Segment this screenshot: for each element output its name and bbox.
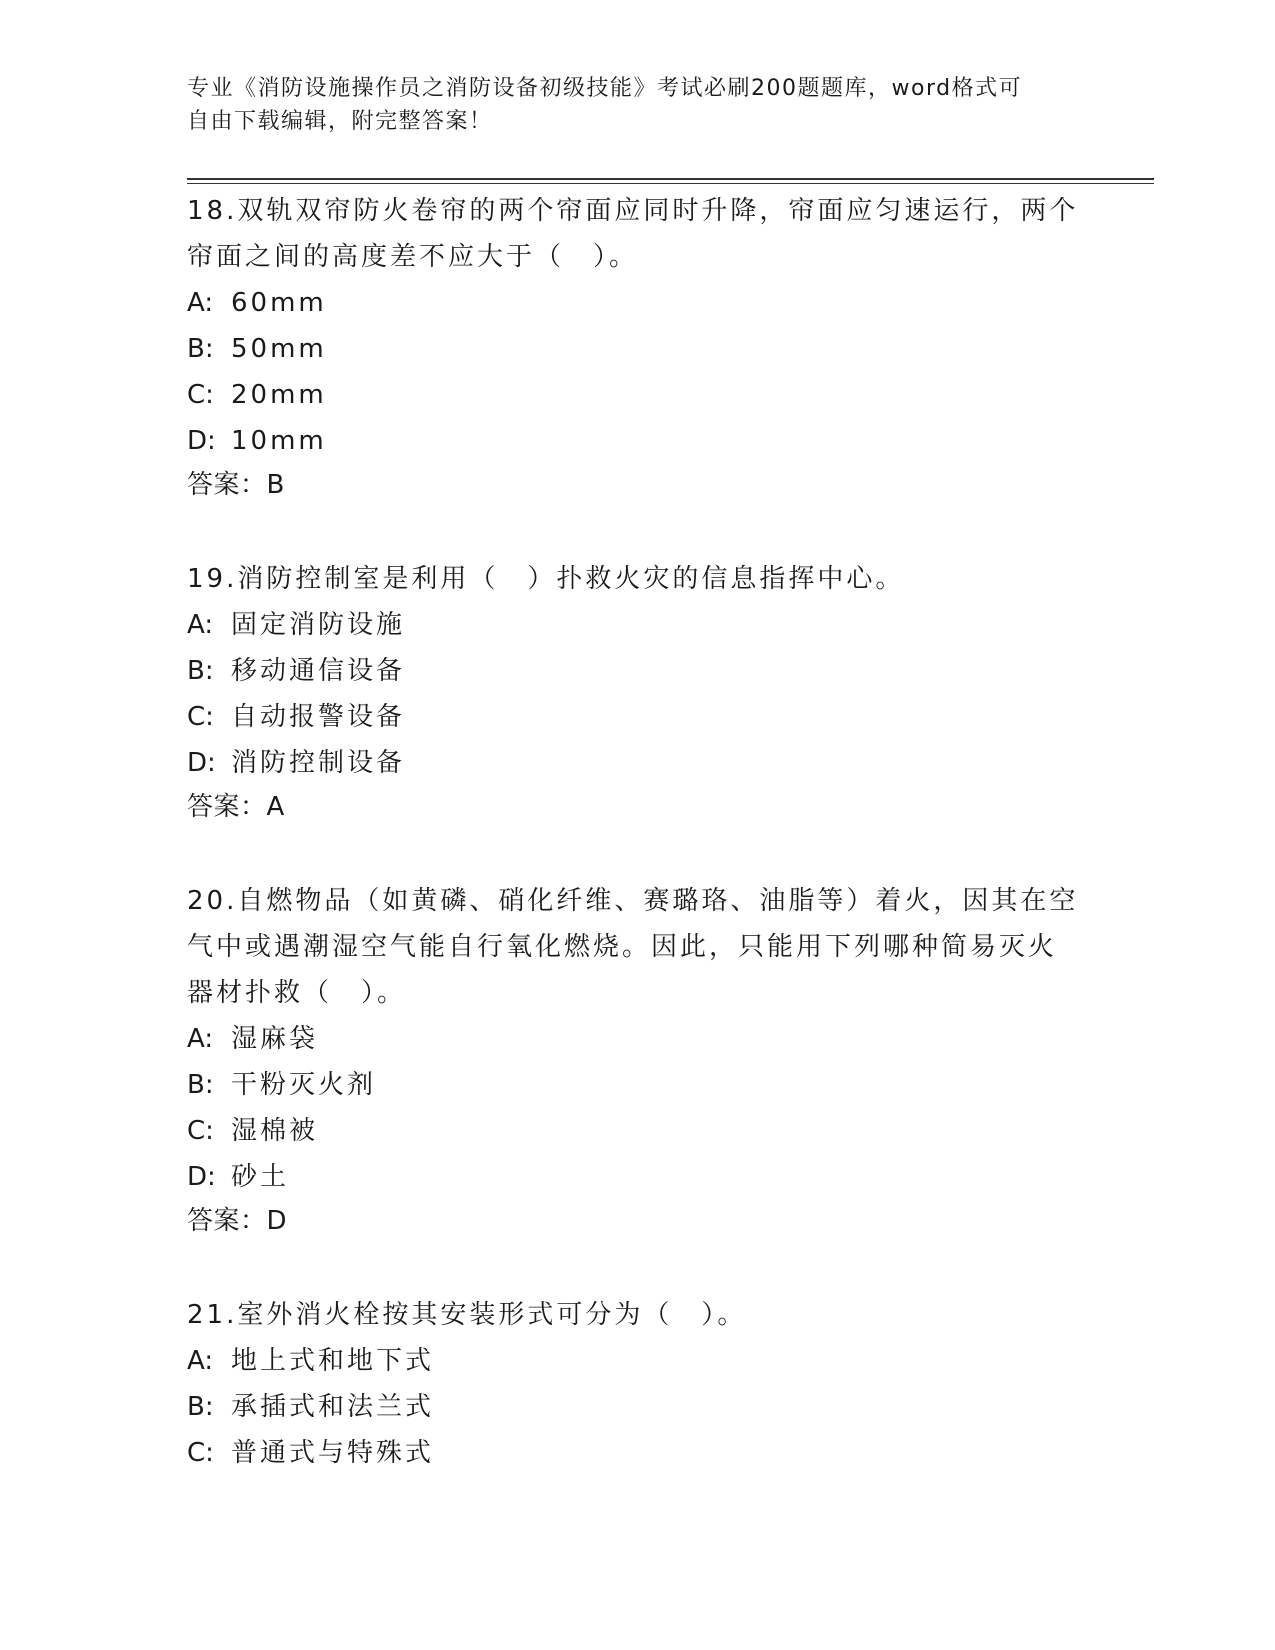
option-b — [187, 1062, 1087, 1108]
answer-line: 答案：B — [187, 470, 285, 500]
option-text: 消防控制设备 — [231, 748, 406, 778]
option-letter: A: — [187, 610, 214, 640]
option-d — [187, 418, 1087, 464]
option-letter: A: — [187, 288, 214, 318]
question-18 — [187, 188, 1087, 506]
option-letter: A: — [187, 1024, 214, 1054]
option-b — [187, 648, 1087, 694]
option-text: 固定消防设施 — [231, 610, 406, 640]
option-a — [187, 1338, 1087, 1384]
answer-line: 答案：A — [187, 792, 285, 822]
question-19 — [187, 556, 1087, 828]
option-text: 砂土 — [231, 1162, 290, 1192]
question-20 — [187, 878, 1087, 1242]
question-stem-line: 20.自燃物品（如黄磷、硝化纤维、赛璐珞、油脂等）着火，因其在空 — [187, 886, 1079, 916]
option-text: 地上式和地下式 — [231, 1346, 435, 1376]
option-letter: B: — [187, 656, 214, 686]
option-text: 20mm — [231, 380, 327, 410]
option-letter: B: — [187, 1392, 214, 1422]
header-divider-thick — [187, 178, 1154, 180]
question-stem-line: 19.消防控制室是利用（ ）扑救火灾的信息指挥中心。 — [187, 564, 905, 594]
option-letter: B: — [187, 1070, 214, 1100]
option-c — [187, 694, 1087, 740]
option-b — [187, 326, 1087, 372]
option-text: 湿棉被 — [231, 1116, 319, 1146]
option-text: 承插式和法兰式 — [231, 1392, 435, 1422]
answer-line: 答案：D — [187, 1206, 288, 1236]
header-divider-thin — [187, 183, 1154, 184]
option-letter: D: — [187, 426, 216, 456]
option-a — [187, 280, 1087, 326]
option-text: 移动通信设备 — [231, 656, 406, 686]
option-b — [187, 1384, 1087, 1430]
option-d — [187, 740, 1087, 786]
option-a — [187, 1016, 1087, 1062]
option-letter: D: — [187, 1162, 216, 1192]
option-letter: C: — [187, 702, 214, 732]
option-a — [187, 602, 1087, 648]
option-text: 10mm — [231, 426, 327, 456]
question-stem-line: 18.双轨双帘防火卷帘的两个帘面应同时升降，帘面应匀速运行，两个 — [187, 196, 1079, 226]
document-header — [187, 72, 1067, 138]
option-letter: B: — [187, 334, 214, 364]
header-line-1: 专业《消防设施操作员之消防设备初级技能》考试必刷200题题库，word格式可 — [187, 76, 1023, 101]
question-stem-line: 器材扑救（ ）。 — [187, 978, 407, 1008]
question-stem-line: 气中或遇潮湿空气能自行氧化燃烧。因此，只能用下列哪种简易灭火 — [187, 932, 1058, 962]
option-c — [187, 372, 1087, 418]
option-text: 湿麻袋 — [231, 1024, 319, 1054]
option-text: 干粉灭火剂 — [231, 1070, 377, 1100]
option-c — [187, 1430, 1087, 1476]
option-letter: C: — [187, 1116, 214, 1146]
option-text: 普通式与特殊式 — [231, 1438, 435, 1468]
option-letter: D: — [187, 748, 216, 778]
question-21 — [187, 1292, 1087, 1476]
option-letter: C: — [187, 1438, 214, 1468]
question-stem-line: 帘面之间的高度差不应大于（ ）。 — [187, 242, 639, 272]
option-text: 60mm — [231, 288, 327, 318]
question-list — [187, 188, 1087, 1476]
option-d — [187, 1154, 1087, 1200]
header-line-2: 自由下载编辑，附完整答案！ — [187, 109, 493, 134]
option-text: 自动报警设备 — [231, 702, 406, 732]
question-stem-line: 21.室外消火栓按其安装形式可分为（ ）。 — [187, 1300, 747, 1330]
option-c — [187, 1108, 1087, 1154]
option-letter: A: — [187, 1346, 214, 1376]
option-text: 50mm — [231, 334, 327, 364]
option-letter: C: — [187, 380, 214, 410]
